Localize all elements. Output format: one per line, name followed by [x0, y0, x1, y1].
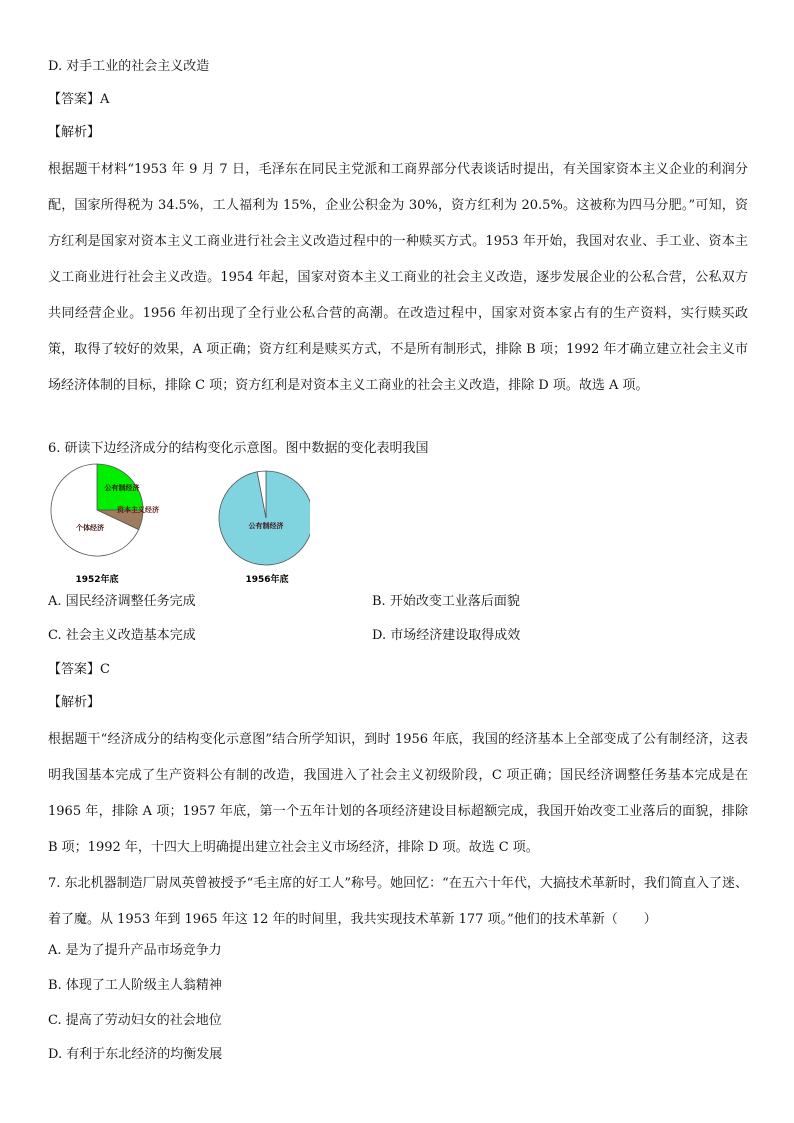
q6-option-a: A. 国民经济调整任务完成: [48, 594, 196, 609]
pie-chart-1952: [51, 464, 159, 556]
q6-option-d: D. 市场经济建设取得成效: [372, 628, 521, 643]
pie-slice-label: 资本主义经济: [117, 506, 159, 514]
q7-option-a: A. 是为了提升产品市场竞争力: [48, 943, 222, 958]
pie-charts: [50, 462, 310, 592]
pie-slice-label: 公有制经济: [248, 522, 284, 530]
q6-option-c: C. 社会主义改造基本完成: [48, 628, 196, 643]
q5-analysis-label: 【解析】: [48, 125, 101, 140]
q7-stem: 7. 东北机器制造厂尉凤英曾被授予“毛主席的好工人”称号。她回忆：“在五六十年代，大搞技术革新时，我们简直入了迷、着了魔。从 1953 年到 1965 年这 12 年的时间里，我共实现技术革新 177 项。”他们的技术革新（ ）: [48, 876, 748, 927]
q7-option-d: D. 有利于东北经济的均衡发展: [48, 1047, 223, 1062]
pie-caption-1952: 1952年底: [75, 575, 119, 585]
q5-option-d: D. 对手工业的社会主义改造: [48, 59, 210, 74]
q6-stem: 6. 研读下边经济成分的结构变化示意图。图中数据的变化表明我国: [48, 441, 429, 456]
pie-slice-label: 个体经济: [76, 524, 104, 532]
q7-option-b: B. 体现了工人阶级主人翁精神: [48, 978, 222, 993]
q6-analysis: 根据题干“经济成分的结构变化示意图”结合所学知识，到时 1956 年底，我国的经济基本上全部变成了公有制经济，这表明我国基本完成了生产资料公有制的改造，我国进入了社会主义初级阶段，C 项正确；国民经济调整任务基本完成是在 1965 年，排除 A 项；1957 年底，第一个五年计划的各项经济建设目标超额完成，我国开始改变工业落后的面貌，排除 B 项；1992 年，十四大上明确提出建立社会主义市场经济，排除 D 项。故选 C 项。: [48, 732, 748, 855]
q6-answer: 【答案】C: [48, 662, 110, 677]
q5-answer: 【答案】A: [48, 92, 110, 107]
q5-analysis: 根据题干材料“1953 年 9 月 7 日，毛泽东在同民主党派和工商界部分代表谈话时提出，有关国家资本主义企业的利润分配，国家所得税为 34.5%，工人福利为 15%，企业公积金为 30%，资方红利为 20.5%。这被称为四马分肥。”可知，资方红利是国家对资本主义工商业进行社会主义改造过程中的一种赎买方式。1953 年开始，我国对农业、手工业、资本主义工商业进行社会主义改造。1954 年起，国家对资本主义工商业的社会主义改造，逐步发展企业的公私合营，公私双方共同经营企业。1956 年初出现了全行业公私合营的高潮。在改造过程中，国家对资本家占有的生产资料，实行赎买政策，取得了较好的效果，A 项正确；资方红利是赎买方式，不是所有制形式，排除 B 项；1992 年才确立建立社会主义市场经济体制的目标，排除 C 项；资方红利是对资本主义工商业的社会主义改造，排除 D 项。故选 A 项。: [48, 162, 748, 393]
q7-option-c: C. 提高了劳动妇女的社会地位: [48, 1013, 222, 1028]
pie-chart-1956: [219, 471, 310, 565]
pie-slice-label: 公有制经济: [104, 484, 140, 492]
q6-option-b: B. 开始改变工业落后面貌: [372, 594, 520, 609]
q6-analysis-label: 【解析】: [48, 695, 101, 710]
pie-caption-1956: 1956年底: [245, 575, 289, 585]
economy-structure-figure: [50, 462, 310, 592]
